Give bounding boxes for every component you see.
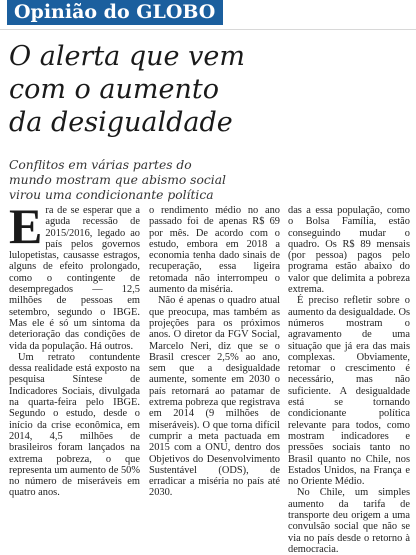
paragraph: Um retrato contundente dessa realidade está exposto na pesquisa Síntese de Indicadores Sociais, divulgada na quarta-feira pelo IBGE. Segundo o estudo, desde o início da crise econômica, em 2014, 4,5 milhões de brasileiros foram lançados na extrema pobreza, o que representa um aumento de 50% no número de miseráveis em quatro anos. [9,351,140,499]
section-header [0,0,416,30]
headline-line-2: com o aumento [9,74,219,105]
paragraph: No Chile, um simples aumento da tarifa de transporte deu origem a uma convulsão social que não se via no país desde o retorno à democracia. [288,487,410,555]
paragraph: ra de se esperar que a aguda recessão de 2015/2016, legado ao país pelos governos lulopetistas, causasse estragos, alguns de efeito prolongado, como o contingente de desempregados — 12,5 milhões de pessoas em setembro, segundo o IBGE. Mas ele é só um sintoma da deterioração das condições de vida da população. Há outros. [9,205,140,352]
paragraph: É preciso refletir sobre o aumento da desigualdade. Os números mostram o agravamento de uma situação que já era das mais complexas. Obviamente, retomar o crescimento é necessário, mas não suficiente. A desigualdade está se tornando condicionante política relevante para todos, como mostram indicadores e pressões sociais tanto no Brasil quanto no Chile, nos Estados Unidos, na França e no Oriente Médio. [288,295,410,488]
article-column-1 [9,198,140,499]
article-column-3 [288,205,410,555]
subhead-line-2: mundo mostram que abismo social [9,173,226,187]
paragraph: Não é apenas o quadro atual que preocupa, mas também as projeções para os próximos anos. O diretor da FGV Social, Marcelo Neri, diz que se o Brasil crescer 2,5% ao ano, sem que a desigualdade aumente, somente em 2030 o país retornará ao patamar de extrema pobreza que registrava em 2014 (9 milhões de miseráveis). O que torna difícil cumprir a meta pactuada em 2015 com a ONU, dentro dos Objetivos do Desenvolvimento Sustentável (ODS), de erradicar a miséria no país até 2030. [149,295,280,499]
subhead-line-1: Conflitos em várias partes do [9,158,192,172]
headline-line-3: da desigualdade [9,107,233,138]
article-column-2 [149,205,280,499]
section-label: Opinião do GLOBO [7,0,223,25]
drop-cap: E [9,198,43,254]
headline-line-1: O alerta que vem [9,41,245,72]
paragraph: o rendimento médio no ano passado foi de apenas R$ 69 por mês. De acordo com o estudo, embora em 2018 a economia tenha dado sinais de recuperação, essa ligeira retomada não interrompeu o aumento da miséria. [149,205,280,296]
paragraph: das a essa população, como o Bolsa Família, estão conseguindo mudar o quadro. Os R$ 89 mensais (por pessoa) pagos pelo programa estão abaixo do valor que delimita a pobreza extrema. [288,205,410,296]
article-headline [9,40,409,139]
article-subhead [9,158,269,203]
subhead-line-3: virou uma condicionante política [9,188,214,202]
